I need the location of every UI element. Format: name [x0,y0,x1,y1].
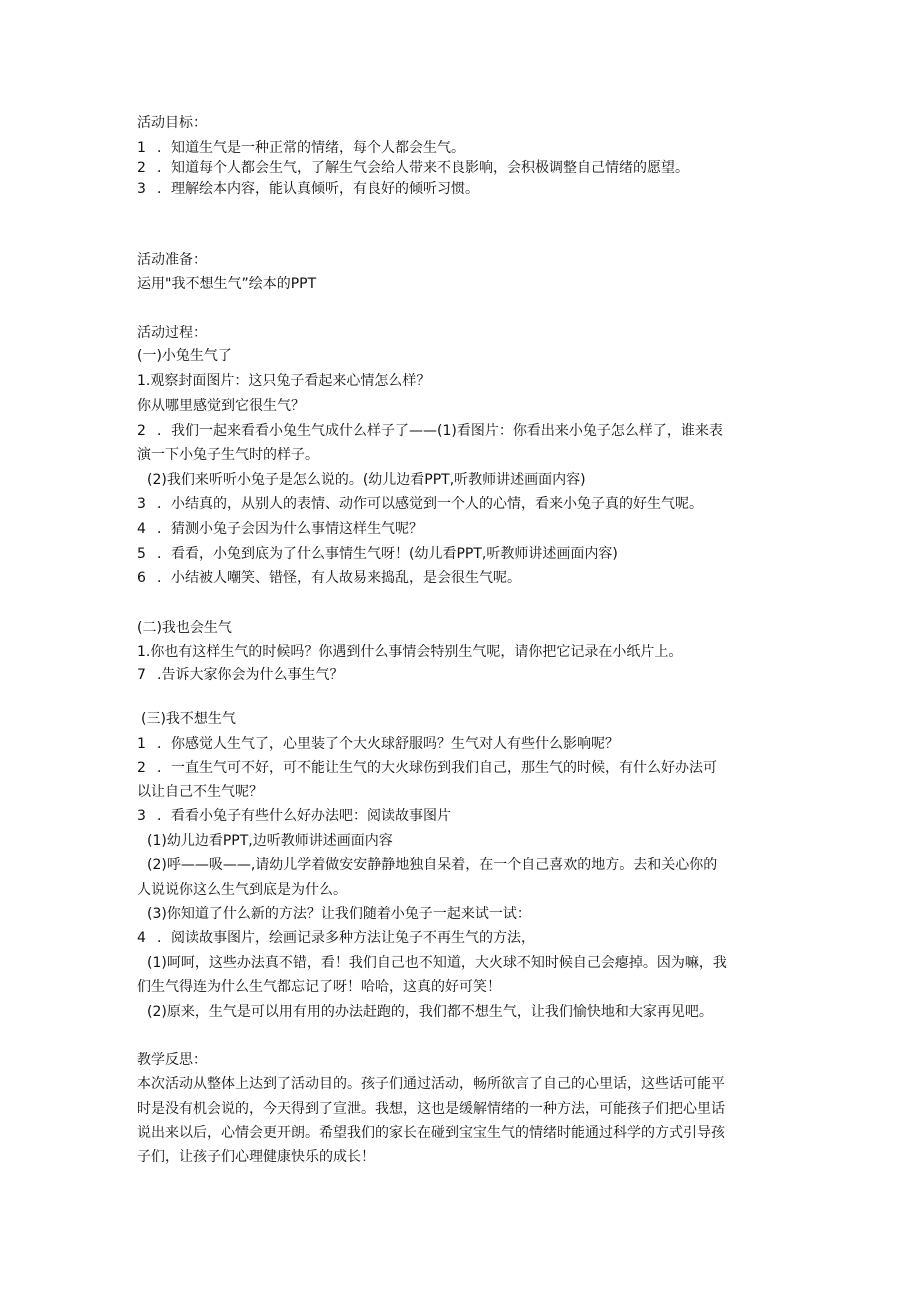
numbered-line [137,494,703,514]
line-text: ．看看小兔子有些什么好办法吧：阅读故事图片 [157,808,451,824]
line-number: 3 [137,496,146,512]
line-number: 5 [137,546,146,562]
goal-text: ．理解绘本内容，能认真倾听，有良好的倾听习惯。 [157,181,479,197]
paragraph-line: 们生气得连为什么生气都忘记了呀！哈哈，这真的好可笑！ [137,979,501,995]
line-number: 7 [137,667,146,683]
goal-text: ．知道每个人都会生气，了解生气会给人带来不良影响，会积极调整自己情绪的愿望。 [157,160,689,176]
goals-heading: 活动目标： [137,115,207,131]
line-text: ．我们一起来看看小兔生气成什么样子了——(1)看图片：你看出来小兔子怎么样了，谁来表 [157,423,723,439]
paragraph-line: 1.观察封面图片：这只兔子看起来心情怎么样？ [137,373,431,389]
paragraph-line: (1)幼儿边看PPT,边听教师讲述画面内容 [147,833,393,849]
goal-number: 1 [137,140,146,156]
numbered-line [137,806,451,826]
line-text: ．阅读故事图片，绘画记录多种方法让兔子不再生气的方法， [157,930,535,946]
numbered-line [137,928,535,948]
line-number: 6 [137,570,146,586]
process-heading: 活动过程： [137,325,207,341]
part2-title: (二)我也会生气 [137,620,232,636]
paragraph-line: (2)我们来听听小兔子是怎么说的。(幼儿边看PPT,听教师讲述画面内容) [147,472,586,488]
numbered-line [137,568,521,588]
paragraph-line: (3)你知道了什么新的方法？让我们随着小兔子一起来试一试： [147,906,531,922]
paragraph-line: (1)呵呵，这些办法真不错，看！我们自己也不知道，大火球不知时候自己会瘪掉。因为嘛，我 [147,955,727,971]
line-number: 4 [137,930,146,946]
line-text: ．猜测小兔子会因为什么事情这样生气呢？ [157,521,423,537]
paragraph-line: 人说说你这么生气到底是为什么。 [137,882,347,898]
paragraph-line: 以让自己不生气呢？ [137,784,263,800]
paragraph-line: 说出来以后，心情会更开朗。希望我们的家长在碰到宝宝生气的情绪时能通过科学的方式引导孩 [137,1125,725,1141]
line-text: ．你感觉人生气了，心里装了个大火球舒服吗？生气对人有些什么影响呢？ [157,736,619,752]
line-text: ．看看，小兔到底为了什么事情生气呀！(幼儿看PPT,听教师讲述画面内容) [157,546,618,562]
line-number: 1 [137,736,146,752]
paragraph-line: 演一下小兔子生气时的样子。 [137,447,319,463]
paragraph-line: 本次活动从整体上达到了活动目的。孩子们通过活动，畅所欲言了自己的心里话，这些话可能平 [137,1076,725,1092]
paragraph-line: 1.你也有这样生气的时候吗？你遇到什么事情会特别生气呢，请你把它记录在小纸片上。 [137,644,683,660]
numbered-line [137,758,717,778]
preparation-heading: 活动准备： [137,252,207,268]
part3-title: (三)我不想生气 [141,711,236,727]
line-number: 4 [137,521,146,537]
goal-number: 2 [137,160,146,176]
numbered-line [137,665,343,685]
paragraph-line: (2)呼——吸——,请幼儿学着做安安静静地独自呆着，在一个自己喜欢的地方。去和关心你的 [147,857,718,873]
reflection-heading: 教学反思： [137,1052,207,1068]
paragraph-line: 子们，让孩子们心理健康快乐的成长！ [137,1149,375,1165]
goal-item [137,138,465,158]
goal-item [137,158,689,178]
line-number: 3 [137,808,146,824]
numbered-line [137,519,423,539]
line-number: 2 [137,760,146,776]
paragraph-line: 时是没有机会说的，今天得到了宣泄。我想，这也是缓解情绪的一种方法，可能孩子们把心里话 [137,1101,725,1117]
numbered-line [137,421,723,441]
paragraph-line: 你从哪里感觉到它很生气？ [137,398,305,414]
numbered-line [137,734,619,754]
line-text: .告诉大家你会为什么事生气？ [157,667,344,683]
preparation-text: 运用"我不想生气”绘本的PPT [137,276,317,292]
line-number: 2 [137,423,146,439]
goal-number: 3 [137,181,146,197]
goal-item [137,179,479,199]
goal-text: ．知道生气是一种正常的情绪，每个人都会生气。 [157,140,465,156]
line-text: ．一直生气可不好，可不能让生气的大火球伤到我们自己，那生气的时候，有什么好办法可 [157,760,717,776]
line-text: ．小结被人嘲笑、错怪，有人故易来捣乱，是会很生气呢。 [157,570,521,586]
line-text: ．小结真的，从别人的表情、动作可以感觉到一个人的心情，看来小兔子真的好生气呢。 [157,496,703,512]
paragraph-line: (2)原来，生气是可以用有用的办法赶跑的，我们都不想生气，让我们愉快地和大家再见吧。 [147,1004,713,1020]
part1-title: (一)小兔生气了 [137,348,232,364]
numbered-line [137,544,618,564]
